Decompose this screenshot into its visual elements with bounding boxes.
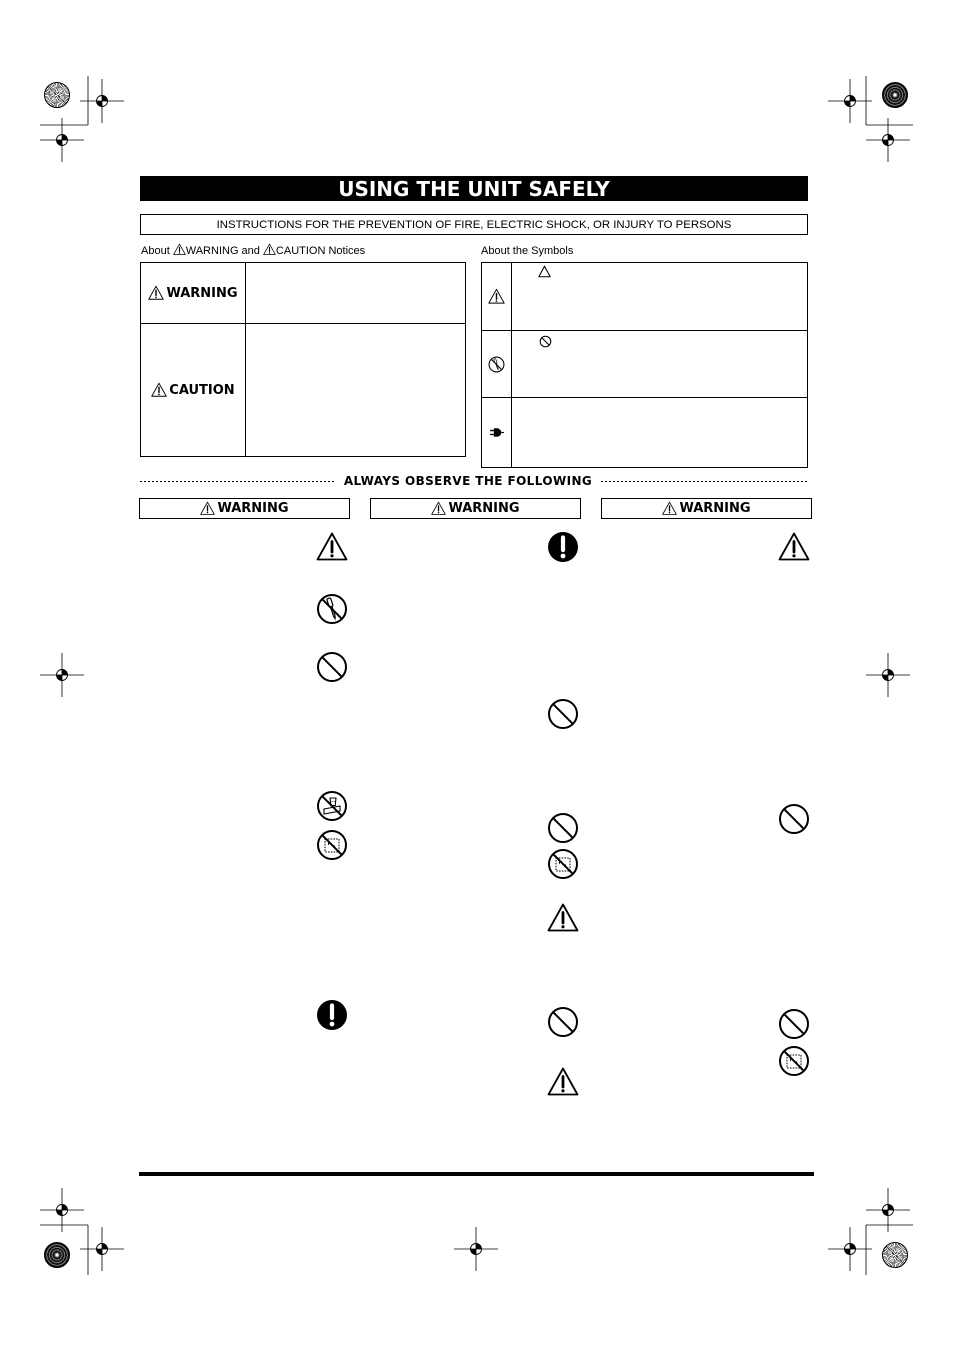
caution-label-text: CAUTION [169,382,235,398]
warning-triangle-icon [431,501,446,516]
registration-sunburst-icon [44,82,70,108]
registration-sunburst-icon [882,1242,908,1268]
prohibited-icon [778,803,810,835]
warning-column-header-2 [370,498,581,519]
bottom-rule [139,1172,814,1176]
registration-crosshair-icon [80,1227,124,1271]
registration-crosshair-icon [40,118,84,162]
no-disassemble-icon [488,356,505,373]
prohibited-icon [547,812,579,844]
caution-notice-row [141,324,465,456]
no-water-icon [316,829,348,861]
prohibited-icon [547,1006,579,1038]
registration-crosshair-icon [40,653,84,697]
symbols-table [481,262,808,468]
warning-triangle-icon [488,288,505,305]
notices-heading-caution: CAUTION Notices [275,245,366,257]
notices-heading-prefix: About [141,245,170,257]
caution-label [151,382,234,398]
symbol-row-mandatory [482,398,807,467]
prohibited-icon [778,1008,810,1040]
warning-triangle-icon [316,531,348,563]
registration-crosshair-icon [40,1188,84,1232]
warning-triangle-icon [263,243,276,256]
warning-label [148,285,237,301]
small-triangle-icon [538,265,551,278]
warning-notice-label-cell [141,263,246,323]
notices-heading-warning: WARNING and [185,245,260,257]
notices-table [140,262,466,457]
registration-sunburst-icon [882,82,908,108]
dotted-divider-left [140,481,336,482]
warning-triangle-icon [148,285,164,301]
registration-crosshair-icon [828,1227,872,1271]
dotted-divider-right [601,481,808,482]
warning-column-header-3 [601,498,812,519]
instructions-banner: INSTRUCTIONS FOR THE PREVENTION OF FIRE, ELECTRIC SHOCK, OR INJURY TO PERSONS [140,214,808,235]
mandatory-action-icon [316,999,348,1031]
prohibited-icon [316,651,348,683]
small-prohibited-icon [539,335,552,348]
registration-crosshair-icon [866,1188,910,1232]
mandatory-action-icon [547,531,579,563]
no-water-icon [778,1045,810,1077]
warning-triangle-icon [173,243,186,256]
registration-sunburst-icon [44,1242,70,1268]
no-water-icon [547,848,579,880]
caution-notice-label-cell [141,324,246,456]
registration-crosshair-icon [828,79,872,123]
symbol-icon-cell [482,263,512,330]
symbol-row-caution [482,263,807,331]
warning-label-text: WARNING [166,285,238,301]
warning-header-text: WARNING [217,501,289,516]
always-observe-heading: ALWAYS OBSERVE THE FOLLOWING [343,474,593,488]
warning-header-label [662,501,750,516]
registration-crosshair-icon [80,79,124,123]
notices-heading [141,243,365,259]
registration-crosshair-icon [866,653,910,697]
registration-crosshair-icon [866,118,910,162]
unplug-icon [488,424,505,441]
symbol-row-prohibited [482,331,807,398]
warning-header-text: WARNING [448,501,520,516]
warning-triangle-icon [547,1066,579,1098]
warning-triangle-icon [778,531,810,563]
warning-header-label [431,501,519,516]
no-liquid-container-icon [316,790,348,822]
symbols-heading: About the Symbols [481,245,574,257]
no-disassemble-icon [316,593,348,625]
registration-crosshair-icon [454,1227,498,1271]
warning-header-label [200,501,288,516]
warning-notice-row [141,263,465,324]
warning-column-header-1 [139,498,350,519]
page-title: USING THE UNIT SAFELY [140,176,808,201]
symbol-icon-cell [482,398,512,467]
warning-triangle-icon [151,382,167,398]
warning-triangle-icon [200,501,215,516]
warning-header-text: WARNING [679,501,751,516]
warning-triangle-icon [662,501,677,516]
prohibited-icon [547,698,579,730]
symbol-icon-cell [482,331,512,397]
warning-triangle-icon [547,902,579,934]
